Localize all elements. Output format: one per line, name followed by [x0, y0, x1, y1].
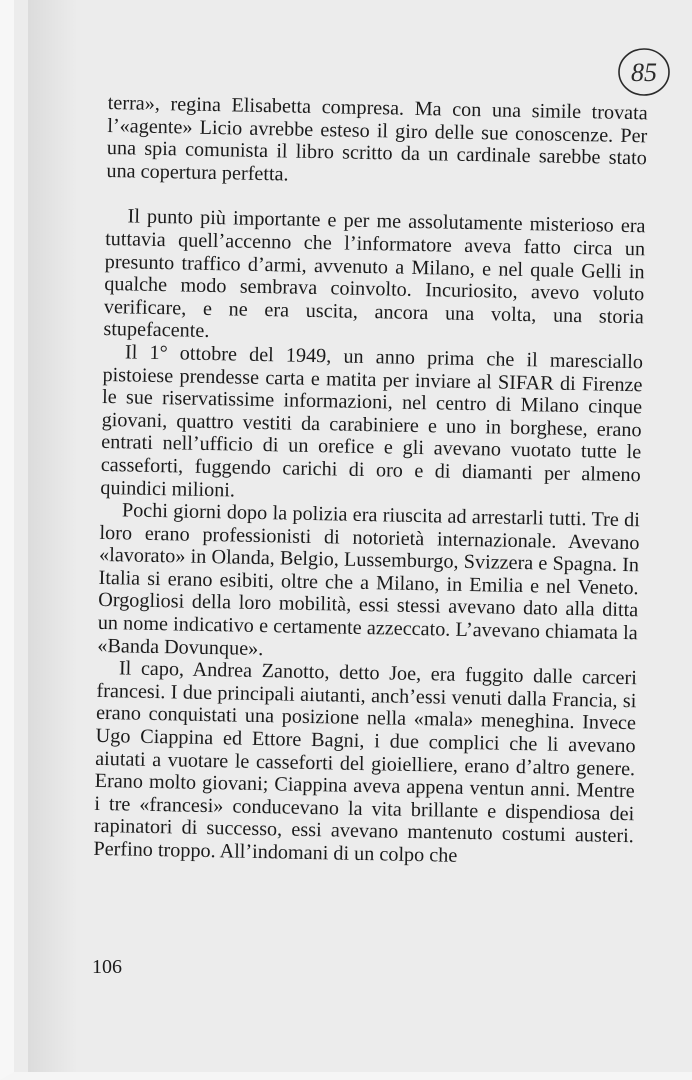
- paragraph-5: Il capo, Andrea Zanotto, detto Joe, era fuggito dalle carceri francesi. I due principali aiutanti, anch’essi venuti dalla Francia, si erano conquistati una posizione nella «mala» meneghina. Invece Ugo Ciappina ed Ettore Bagni, i due complici che li avevano aiutati a vuotare le casseforti del gioielliere, erano d’altro genere. Erano molto giovani; Ciappina aveva appena ventun anni. Mentre i tre «francesi» conducevano la vita brillante e dispendiosa dei rapinatori di successo, essi avevano mantenuto costumi austeri. Perfino troppo. All’indomani di un colpo che: [93, 657, 638, 867]
- handwritten-folio-mark: [614, 44, 672, 100]
- page-number: 106: [92, 956, 122, 978]
- circled-number-icon: [614, 44, 672, 100]
- paragraph-1: terra», regina Elisabetta compresa. Ma con una simile trovata l’«agente» Licio avrebbe esteso il giro delle sue conoscenze. Per una spia comunista il libro scritto da un cardinale sarebbe stato una copertura perfetta.: [106, 92, 648, 186]
- paragraph-4: Pochi giorni dopo la polizia era riuscita ad arrestarli tutti. Tre di loro erano professionisti di notorietà internazionale. Avevano «lavorato» in Olanda, Belgio, Lussemburgo, Svizzera e Spagna. In Italia si erano esibiti, oltre che a Milano, in Emilia e nel Veneto. Orgogliosi della loro mobilità, essi stessi avevano dato alla ditta un nome indicativo e certamente azzeccato. L’avevano chiamata la «Banda Dovunque».: [97, 499, 641, 660]
- folio-annotation: 85: [631, 58, 657, 87]
- paragraph-2: Il punto più importante e per me assolutamente misterioso era tuttavia quell’accenno che l’informatore aveva fatto circa un presunto traffico d’armi, avvenuto a Milano, e nel quale Gelli in qualche modo sembrava coinvolto. Incuriosito, avevo voluto verificare, e ne era uscita, ancora una volta, una storia stupefacente.: [103, 205, 646, 343]
- scan-gutter-shadow: [28, 0, 78, 1072]
- paragraph-3: Il 1° ottobre del 1949, un anno prima che il maresciallo pistoiese prendesse carta e matita per inviare al SIFAR di Firenze le sue riservatissime informazioni, nel centro di Milano cinque giovani, quattro vestiti da carabiniere e uno in borghese, erano entrati nell’ufficio di un orefice e gli avevano vuotato tutte le casseforti, fuggendo carichi di oro e di diamanti per almeno quindici milioni.: [100, 341, 644, 502]
- body-text: [93, 92, 648, 871]
